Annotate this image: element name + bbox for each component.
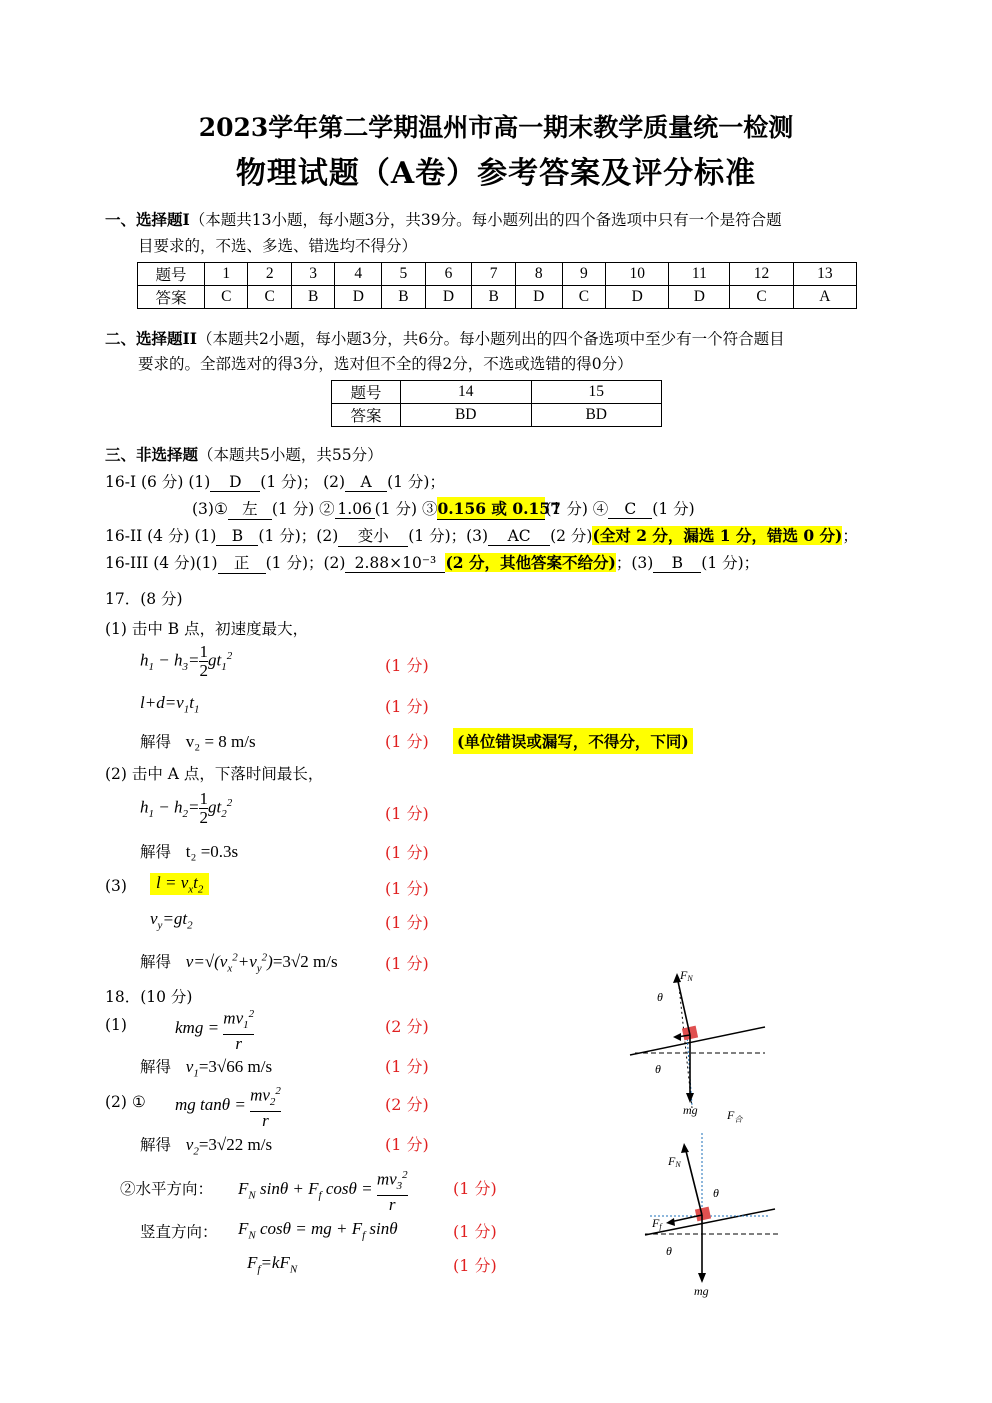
table1-num: 3 <box>291 263 334 286</box>
q17-score: (1 分) <box>385 913 429 932</box>
q16-answer-3: 左 <box>228 497 272 520</box>
table1-num: 6 <box>425 263 472 286</box>
table1-answer: C <box>248 286 291 309</box>
q17-score: (1 分) <box>385 804 429 823</box>
q18-solve2 <box>140 1133 272 1157</box>
q17-eq4: $l = v_xt_2$ <box>150 873 209 895</box>
q17-head: 17．(8 分) <box>105 590 183 608</box>
table1-answer: B <box>472 286 515 309</box>
fig2-theta-top: θ <box>713 1186 719 1200</box>
q17-eq5: $v_y=gt_2$ <box>150 909 193 932</box>
q16-answer-5: 0.156 或 0.157 <box>437 499 561 518</box>
q17-eq3: $h_1 - h_2=$ $\frac{1}{2}$ $gt_2^2$ <box>140 789 233 827</box>
q16-answer-6: C <box>608 500 652 519</box>
q16-answer-1: D <box>210 473 260 492</box>
solve-label: 解得 <box>140 1058 172 1076</box>
fig2-mg-label: mg <box>694 1284 709 1298</box>
table1-answer: B <box>291 286 334 309</box>
q18-eq1: kmg = $\frac{mv_1^2}{r}$ <box>175 1005 254 1053</box>
table1-answer: D <box>425 286 472 309</box>
sec1-line1 <box>105 208 782 230</box>
table1-num: 5 <box>382 263 425 286</box>
q18-v1: =3√66 m/s <box>198 1057 273 1076</box>
fig1-fn-label: FN <box>680 968 693 983</box>
q16-text: 16-II (4 分) (1) <box>105 527 217 545</box>
q17-part3: (3) <box>105 877 127 895</box>
table1-num: 12 <box>730 263 793 286</box>
sec2-line1 <box>105 327 785 349</box>
q17-score: (1 分) <box>385 697 429 716</box>
q18-eq3: $F_N$ $\sin\theta + F_f$ cosθ = $\frac{mv_3^2}{r}$ <box>238 1166 408 1214</box>
q16-line3 <box>105 524 858 547</box>
q17-eq2: $l+d=v_1t_1$ <box>140 693 200 716</box>
q18-score: (1 分) <box>453 1222 497 1241</box>
table1-num: 7 <box>472 263 515 286</box>
sec1-desc1: （本题共13小题，每小题3分，共39分。每小题列出的四个备选项中只有一个是符合题 <box>189 211 782 229</box>
q18-head: 18．(10 分) <box>105 988 193 1006</box>
q16-line4 <box>105 551 759 574</box>
solve-label: 解得 <box>140 843 172 861</box>
q18-score: (2 分) <box>385 1095 429 1114</box>
sec1-head: 一、选择题I <box>105 210 190 229</box>
q16-text: ； <box>842 527 858 545</box>
q16-text: (2 分) <box>550 527 593 545</box>
q16-text: 16-I (6 分) (1) <box>105 473 211 491</box>
table2-answer: BD <box>401 404 532 427</box>
table1-num: 4 <box>335 263 382 286</box>
sec2-desc2: 要求的。全部选对的得3分，选对但不全的得2分，不选或选错的得0分） <box>138 355 633 373</box>
q17-part2: (2) 击中 A 点，下落时间最长， <box>105 765 324 783</box>
answer-table-2 <box>331 380 662 427</box>
table1-num: 13 <box>793 263 856 286</box>
q17-part1: (1) 击中 B 点，初速度最大， <box>105 620 309 638</box>
q17-solve2 <box>140 840 238 862</box>
table1-label-q: 题号 <box>138 263 205 286</box>
q18-horizontal-label: ②水平方向： <box>120 1180 214 1198</box>
force-diagram-1 <box>625 965 785 1130</box>
q17-score: (1 分) <box>385 879 429 898</box>
q18-score: (2 分) <box>385 1017 429 1036</box>
title-line1: 2023学年第二学期温州市高一期末教学质量统一检测 <box>198 113 794 142</box>
table2-num: 14 <box>401 381 532 404</box>
q16-text: (1 分)； <box>701 554 760 572</box>
q18-eq2: mg tanθ = $\frac{mv_2^2}{r}$ <box>175 1082 281 1130</box>
table1-num: 1 <box>205 263 248 286</box>
q18-score: (1 分) <box>453 1179 497 1198</box>
force-diagram-2 <box>630 1125 790 1300</box>
q18-v2: =3√22 m/s <box>198 1135 273 1154</box>
q16-text: (1 分)；(2) <box>258 527 339 545</box>
q17-t2: t₂ =0.3s <box>185 842 239 861</box>
fig1-theta-top: θ <box>657 990 663 1004</box>
table1-num: 11 <box>669 263 730 286</box>
fig2-theta-bottom: θ <box>666 1244 672 1258</box>
q18-solve1 <box>140 1055 272 1079</box>
q16-answer-9: AC <box>488 527 550 546</box>
q18-score: (1 分) <box>385 1057 429 1076</box>
table1-answer: D <box>606 286 669 309</box>
table1-answer: C <box>562 286 605 309</box>
q16-text: (1 分)；(2) <box>265 554 346 572</box>
q16-answer-2: A <box>345 473 387 492</box>
sec3-desc: （本题共5小题，共55分） <box>198 446 383 464</box>
q18-eq5: $F_f=kF_N$ <box>247 1253 298 1276</box>
solve-label: 解得 <box>140 733 172 751</box>
table1-label-a: 答案 <box>138 286 205 309</box>
q16-text: (1 分) ④ <box>545 500 609 518</box>
q16-text: (3)① <box>192 500 228 518</box>
q18-score: (1 分) <box>385 1135 429 1154</box>
q16-answer-11: 2.88×10⁻³ <box>345 554 445 573</box>
q18-eq4: $F_N$ cosθ = mg + $F_f$ sinθ <box>238 1219 398 1242</box>
q18-v2-sym: $v_2$ <box>185 1135 199 1158</box>
title-line2: 物理试题（A卷）参考答案及评分标准 <box>235 156 757 191</box>
table2-label-q: 题号 <box>332 381 401 404</box>
table1-answer: A <box>793 286 856 309</box>
fig2-fn-label: FN <box>668 1154 681 1169</box>
q16-answer-10: 正 <box>218 551 266 574</box>
table1-answer: C <box>205 286 248 309</box>
answer-table-1 <box>137 262 857 309</box>
table1-answer: C <box>730 286 793 309</box>
table1-num: 8 <box>515 263 562 286</box>
solve-label: 解得 <box>140 1136 172 1154</box>
q18-part2: (2) ① <box>105 1093 146 1111</box>
q16-line1 <box>105 470 445 492</box>
q17-solve1 <box>140 730 256 752</box>
q17-score: (1 分) <box>385 656 429 675</box>
q18-score: (1 分) <box>453 1256 497 1275</box>
table1-num: 2 <box>248 263 291 286</box>
q16-text: (1 分) ② <box>271 500 335 518</box>
table1-num: 9 <box>562 263 605 286</box>
q18-part1: (1) <box>105 1016 127 1034</box>
q17-score: (1 分) <box>385 732 429 751</box>
q16-text: (1 分)；(3) <box>408 527 489 545</box>
q17-unit-note: (单位错误或漏写，不得分，下同) <box>453 728 693 754</box>
q17-v2: v₂ = 8 m/s <box>185 732 256 751</box>
q16-answer-12: B <box>653 554 701 573</box>
q16-text: (1 分)； (2) <box>260 473 346 491</box>
q17-score: (1 分) <box>385 954 429 973</box>
q17-score: (1 分) <box>385 843 429 862</box>
q17-solve3 <box>140 950 338 974</box>
sec2-desc1: （本题共2小题，每小题3分，共6分。每小题列出的四个备选项中至少有一个符合题目 <box>197 330 785 348</box>
table2-row-answers <box>332 404 662 427</box>
fig2-ff-label: Ff <box>652 1216 662 1231</box>
fig1-theta-bottom: θ <box>655 1062 661 1076</box>
q16-text: (1 分)； <box>387 473 445 491</box>
q16-text: ；(3) <box>615 554 654 572</box>
table2-answer: BD <box>531 404 662 427</box>
q16-line2 <box>192 497 695 520</box>
table2-label-a: 答案 <box>332 404 401 427</box>
q17-eq1: $h_1 - h_3=$ $\frac{1}{2}$ $gt_1^2$ <box>140 642 233 680</box>
q16-text: (1 分) ③ <box>374 500 438 518</box>
q16-answer-4: 1.06 <box>335 500 375 519</box>
table1-answer: D <box>515 286 562 309</box>
fig1-mg-label: mg <box>683 1103 698 1117</box>
q16-note-1: (全对 2 分，漏选 1 分，错选 0 分) <box>592 526 843 545</box>
table1-answer: D <box>669 286 730 309</box>
sec2-head: 二、选择题II <box>105 329 198 348</box>
table2-row-nums <box>332 381 662 404</box>
sec3-head: 三、非选择题 <box>105 445 199 464</box>
q17-eq6: $v=√(v_x^2+v_y^2)$ <box>185 951 273 975</box>
q16-answer-7: B <box>216 527 258 546</box>
table1-row-answers <box>138 286 857 309</box>
table1-row-nums <box>138 263 857 286</box>
q17-vres: =3√2 m/s <box>272 952 338 971</box>
table1-answer: D <box>335 286 382 309</box>
table1-num: 10 <box>606 263 669 286</box>
fig1-fhe-label: $F_合$ <box>727 1108 743 1124</box>
q16-text: 16-III (4 分)(1) <box>105 554 218 572</box>
q16-text: (1 分) <box>652 500 695 518</box>
table2-num: 15 <box>531 381 662 404</box>
q18-v1-sym: $v_1$ <box>185 1057 199 1080</box>
sec1-desc2: 目要求的，不选、多选、错选均不得分） <box>138 237 418 255</box>
solve-label: 解得 <box>140 953 172 971</box>
sec3-line <box>105 443 383 465</box>
q18-vertical-label: 竖直方向： <box>140 1223 218 1241</box>
q16-note-2: (2 分，其他答案不给分) <box>445 553 616 572</box>
table1-answer: B <box>382 286 425 309</box>
q16-answer-8: 变小 <box>338 524 408 547</box>
